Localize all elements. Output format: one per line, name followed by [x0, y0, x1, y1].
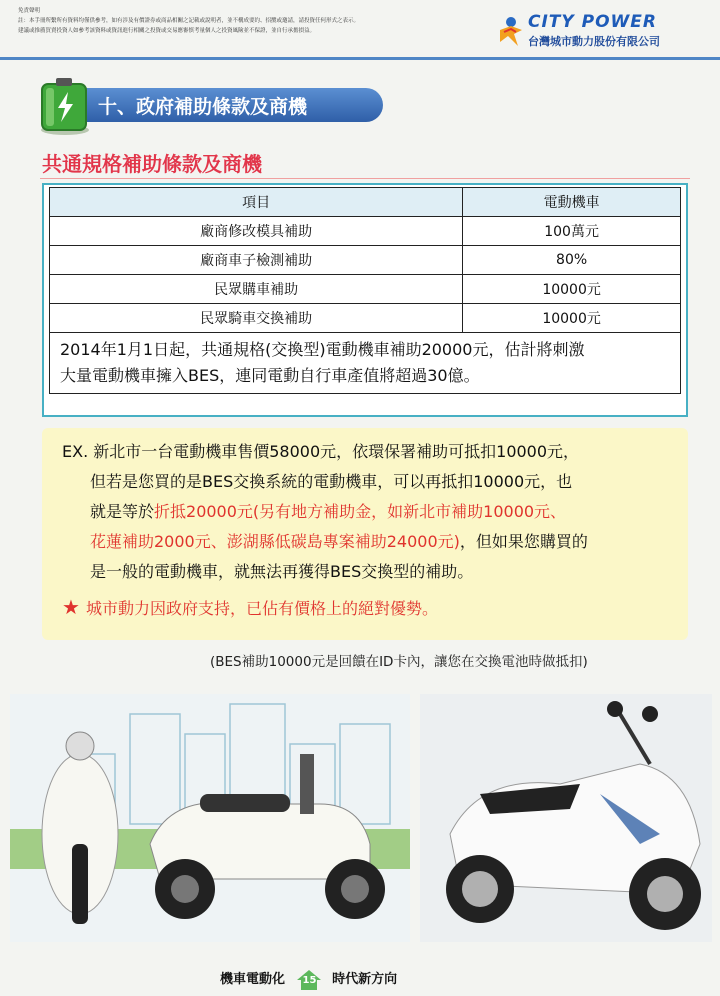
table-cell: 10000元: [463, 275, 681, 304]
disclaimer: [18, 6, 488, 36]
subsidy-table: [49, 187, 681, 394]
page-number: 15: [302, 974, 317, 986]
table-note: [50, 333, 681, 394]
table-header: 電動機車: [463, 188, 681, 217]
brand-name-zh: 台灣城市動力股份有限公司: [528, 35, 660, 48]
table-header: 項目: [50, 188, 463, 217]
disclaimer-line: 註：本手冊所繫所有資料均僅供參考，如有涉及有價證券或商品相關之記載或說明者，並不構成要約、招攬或邀請，請投資任何形式之表示。: [18, 18, 360, 24]
table-row: [50, 246, 681, 275]
footer-left-text: 機車電動化: [220, 972, 286, 987]
example-text-segment: 就是等於: [90, 502, 155, 521]
example-text-segment: ，但如果您購買的: [459, 532, 588, 551]
table-cell: 民眾購車補助: [50, 275, 463, 304]
header-divider: [0, 57, 720, 60]
sport-scooter-illustration: [420, 694, 712, 942]
house-icon: [296, 969, 322, 991]
advantage-note: [62, 595, 438, 619]
section-heading: 十、政府補助條款及商機: [98, 96, 308, 118]
table-note-line: 2014年1月1日起，共通規格(交換型)電動機車補助20000元，估計將刺激: [60, 340, 585, 359]
page-footer: [220, 968, 397, 991]
battery-icon: [36, 76, 94, 136]
retro-scooter-photo: [10, 694, 410, 942]
footer-right-text: 時代新方向: [332, 972, 398, 987]
example-red-segment: 花蓮補助2000元、澎湖縣低碳島專案補助24000元): [90, 532, 460, 551]
example-line: 是一般的電動機車，就無法再獲得BES交換型的補助。: [90, 562, 474, 581]
bes-remark: (BES補助10000元是回饋在ID卡內，讓您在交換電池時做抵扣): [210, 654, 588, 670]
brand-name-en: CITY POWER: [528, 12, 657, 32]
city-power-logo-icon: [494, 14, 528, 48]
table-cell: 100萬元: [463, 217, 681, 246]
table-row: [50, 217, 681, 246]
example-red-segment: 折抵20000元(另有地方補助金，如新北市補助10000元、: [154, 502, 567, 521]
table-header-row: [50, 188, 681, 217]
disclaimer-line: 建議或推薦買賣投資人如參考該資料或資訊進行相關之投資或交易應審慎考量個人之投資風險並不保證，並自行承擔損益。: [18, 28, 316, 34]
sport-scooter-photo: [420, 694, 712, 942]
table-cell: 廠商修改模具補助: [50, 217, 463, 246]
table-cell: 10000元: [463, 304, 681, 333]
table-cell: 80%: [463, 246, 681, 275]
table-note-row: [50, 333, 681, 394]
example-line: [62, 527, 682, 557]
example-text: [62, 437, 682, 587]
table-note-line: 大量電動機車擁入BES，連同電動自行車產值將超過30億。: [60, 366, 480, 385]
advantage-text: 城市動力因政府支持，已佔有價格上的絕對優勢。: [85, 599, 438, 618]
table-row: [50, 275, 681, 304]
example-line: [62, 497, 682, 527]
table-row: [50, 304, 681, 333]
table-cell: 民眾騎車交換補助: [50, 304, 463, 333]
example-line: 但若是您買的是BES交換系統的電動機車，可以再抵扣10000元，也: [90, 472, 573, 491]
page-subtitle: 共通規格補助條款及商機: [42, 152, 262, 176]
example-line: EX. 新北市一台電動機車售價58000元，依環保署補助可抵扣10000元，: [62, 442, 580, 461]
retro-scooter-illustration: [10, 694, 410, 942]
subtitle-divider: [40, 178, 690, 179]
star-icon: ★: [62, 595, 80, 619]
table-cell: 廠商車子檢測補助: [50, 246, 463, 275]
disclaimer-title: 免責聲明: [18, 8, 41, 14]
